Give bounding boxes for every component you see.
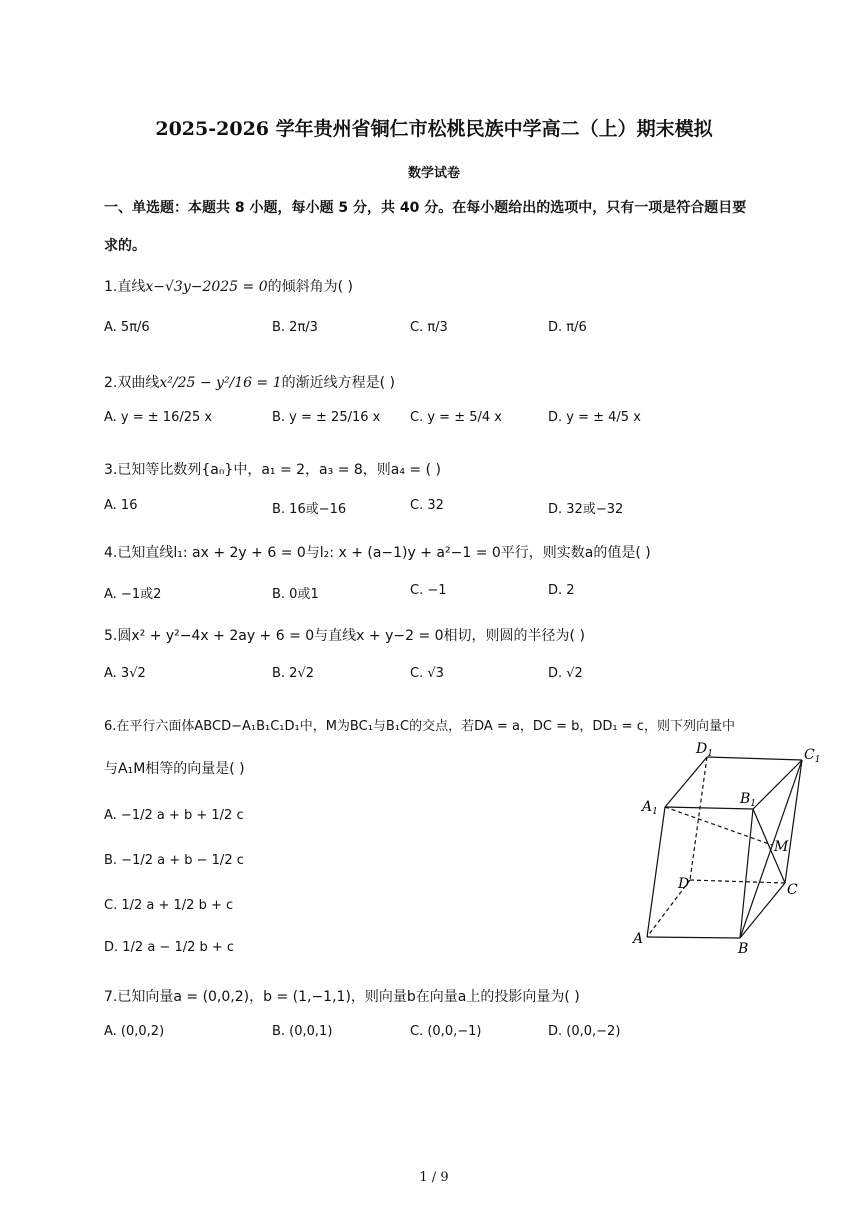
question-5-option-b: B. 2√2 [272,666,315,681]
question-4-option-c: C. −1 [410,583,447,598]
label-C: C [787,882,798,898]
page-subtitle: 数学试卷 [407,166,460,181]
question-7-option-d: D. (0,0,−2) [548,1024,621,1039]
label-A: A [633,931,644,947]
label-C1: $C_1$ [804,747,821,765]
page-title: 2025-2026 学年贵州省铜仁市松桃民族中学高二（上）期末模拟 [155,118,713,140]
question-2-option-d: D. y = ± 4/5 x [548,410,641,425]
question-1-stem-b: 的倾斜角为( ) [267,279,353,295]
question-4-option-b: B. 0或1 [272,587,319,602]
label-M: M [774,839,789,855]
question-1-option-a: A. 5π/6 [104,320,150,335]
question-6-option-d: D. 1/2 a − 1/2 b + c [104,940,235,955]
question-3-option-a: A. 16 [104,498,138,513]
question-1-option-c: C. π/3 [410,320,448,335]
question-3-option-b: B. 16或−16 [272,502,347,517]
question-6-option-b: B. −1/2 a + b − 1/2 c [104,853,244,868]
question-7-option-a: A. (0,0,2) [104,1024,165,1039]
question-4-option-d: D. 2 [548,583,575,598]
question-7-option-b: B. (0,0,1) [272,1024,333,1039]
label-A1: $A_1$ [642,799,658,817]
question-4-option-a: A. −1或2 [104,587,162,602]
question-2-stem-a: 2.双曲线 [104,375,160,391]
question-6-stem-line1: 6.在平行六面体ABCD−A₁B₁C₁D₁中，M为BC₁与B₁C的交点，若DA = a，DC = b，DD₁ = c，则下列向量中 [104,719,735,734]
question-5-stem: 5.圆x² + y²−4x + 2ay + 6 = 0与直线x + y−2 = 0相切，则圆的半径为( ) [104,628,585,644]
label-B: B [738,941,749,955]
question-2 [104,372,395,392]
question-4-stem: 4.已知直线l₁: ax + 2y + 6 = 0与l₂: x + (a−1)y + a²−1 = 0平行，则实数a的值是( ) [104,545,651,561]
question-2-option-c: C. y = ± 5/4 x [410,410,502,425]
question-7-stem: 7.已知向量a = (0,0,2)，b = (1,−1,1)，则向量b在向量a上的投影向量为( ) [104,989,580,1005]
question-5-option-c: C. √3 [410,666,444,681]
question-3-option-d: D. 32或−32 [548,502,624,517]
question-5-option-d: D. √2 [548,666,583,681]
question-2-option-b: B. y = ± 25/16 x [272,410,381,425]
question-7-option-c: C. (0,0,−1) [410,1024,482,1039]
question-6-option-c: C. 1/2 a + 1/2 b + c [104,898,234,913]
label-B1: $B_1$ [740,791,757,809]
question-2-option-a: A. y = ± 16/25 x [104,410,213,425]
question-6-option-a: A. −1/2 a + b + 1/2 c [104,808,244,823]
question-1 [104,276,353,296]
label-D: D [678,876,690,892]
label-D1: $D_1$ [696,741,713,759]
question-2-math: x²/25 − y²/16 = 1 [159,375,282,391]
section-instruction-line2: 求的。 [104,238,146,254]
question-1-math: x−√3y−2025 = 0 [145,279,268,295]
question-1-option-d: D. π/6 [548,320,587,335]
question-2-stem-b: 的渐近线方程是( ) [281,375,395,391]
question-5-option-a: A. 3√2 [104,666,146,681]
question-3-option-c: C. 32 [410,498,444,513]
question-3-stem: 3.已知等比数列{aₙ}中，a₁ = 2，a₃ = 8，则a₄ = ( ) [104,462,441,478]
question-1-option-b: B. 2π/3 [272,320,318,335]
question-6-stem-line2: 与A₁M相等的向量是( ) [104,761,245,777]
question-1-stem-a: 1.直线 [104,279,146,295]
section-instruction-line1: 一、单选题：本题共 8 小题，每小题 5 分，共 40 分。在每小题给出的选项中，只有一项是符合题目要 [104,200,747,216]
page-number: 1 / 9 [419,1170,449,1185]
parallelepiped-figure [620,735,830,955]
